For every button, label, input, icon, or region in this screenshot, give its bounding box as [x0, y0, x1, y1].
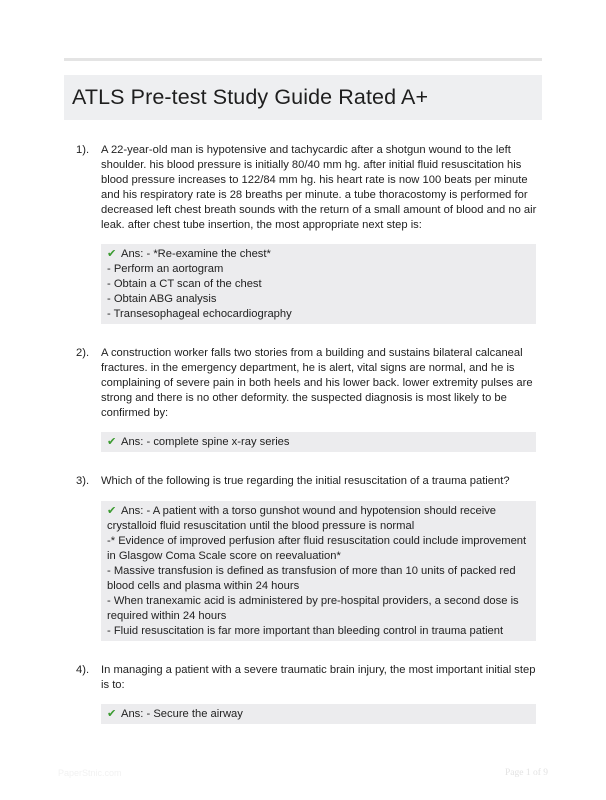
question-text: Which of the following is true regarding the initial resuscitation of a trauma patient?	[101, 475, 510, 487]
checkmark-icon: ✔	[107, 708, 117, 720]
question-text: A 22-year-old man is hypotensive and tachycardic after a shotgun wound to the left shoulder. his blood pressure is initially 80/40 mm hg. after initial fluid resuscitation his blood pressure increases to 122/84 mm hg. his heart rate is now 100 beats per minute and his respiratory rate is 28 breaths per minute. a tube thoracostomy is performed for decreased left chest breath sounds with the return of a small amount of blood and no air leak. after chest tube insertion, the most appropriate next step is:	[101, 144, 537, 231]
top-divider	[64, 58, 542, 61]
answer-option: - Massive transfusion is defined as transfusion of more than 10 units of packed red blood cells and plasma within 24 hours	[107, 565, 519, 592]
answer-line: ✔ Ans: - complete spine x-ray series	[107, 436, 290, 448]
title-banner	[64, 75, 542, 120]
answer-line: ✔ Ans: - *Re-examine the chest*	[107, 248, 271, 260]
footer-watermark: PaperStnic.com	[58, 768, 122, 778]
answer-box	[101, 432, 536, 452]
checkmark-icon: ✔	[107, 248, 117, 260]
question-number: 3).	[76, 475, 90, 487]
answer-box	[101, 501, 536, 641]
answer-option: - Obtain a CT scan of the chest	[107, 278, 262, 290]
answer-box	[101, 244, 536, 324]
checkmark-icon: ✔	[107, 505, 117, 517]
question-text: A construction worker falls two stories from a building and sustains bilateral calcaneal fractures. in the emergency department, he is alert, vital signs are normal, and he is complaining of severe pain in both heels and his lower back. lower extremity pulses are strong and there is no other deformity. the suspected diagnosis is most likely to be confirmed by:	[101, 347, 533, 419]
answer-option: -* Evidence of improved perfusion after fluid resuscitation could include improvement in Glasgow Coma Scale score on reevaluation*	[107, 535, 530, 562]
answer-option: - Perform an aortogram	[107, 263, 224, 275]
answer-line: ✔ Ans: - A patient with a torso gunshot wound and hypotension should receive crystalloid fluid resuscitation until the blood pressure is normal	[107, 505, 500, 532]
answer-option: - When tranexamic acid is administered by pre-hospital providers, a second dose is required within 24 hours	[107, 595, 522, 622]
question-number: 1).	[76, 144, 90, 156]
page-number: Page 1 of 9	[504, 768, 548, 778]
page-title: ATLS Pre-test Study Guide Rated A+	[72, 85, 429, 109]
question-number: 2).	[76, 347, 90, 359]
answer-option: - Transesophageal echocardiography	[107, 308, 292, 320]
answer-line: ✔ Ans: - Secure the airway	[107, 708, 243, 720]
answer-option: - Fluid resuscitation is far more important than bleeding control in trauma patient	[107, 625, 504, 637]
question-text: In managing a patient with a severe traumatic brain injury, the most important initial step is to:	[101, 664, 536, 691]
answer-option: - Obtain ABG analysis	[107, 293, 217, 305]
checkmark-icon: ✔	[107, 436, 117, 448]
answer-box	[101, 704, 536, 724]
question-number: 4).	[76, 664, 90, 676]
